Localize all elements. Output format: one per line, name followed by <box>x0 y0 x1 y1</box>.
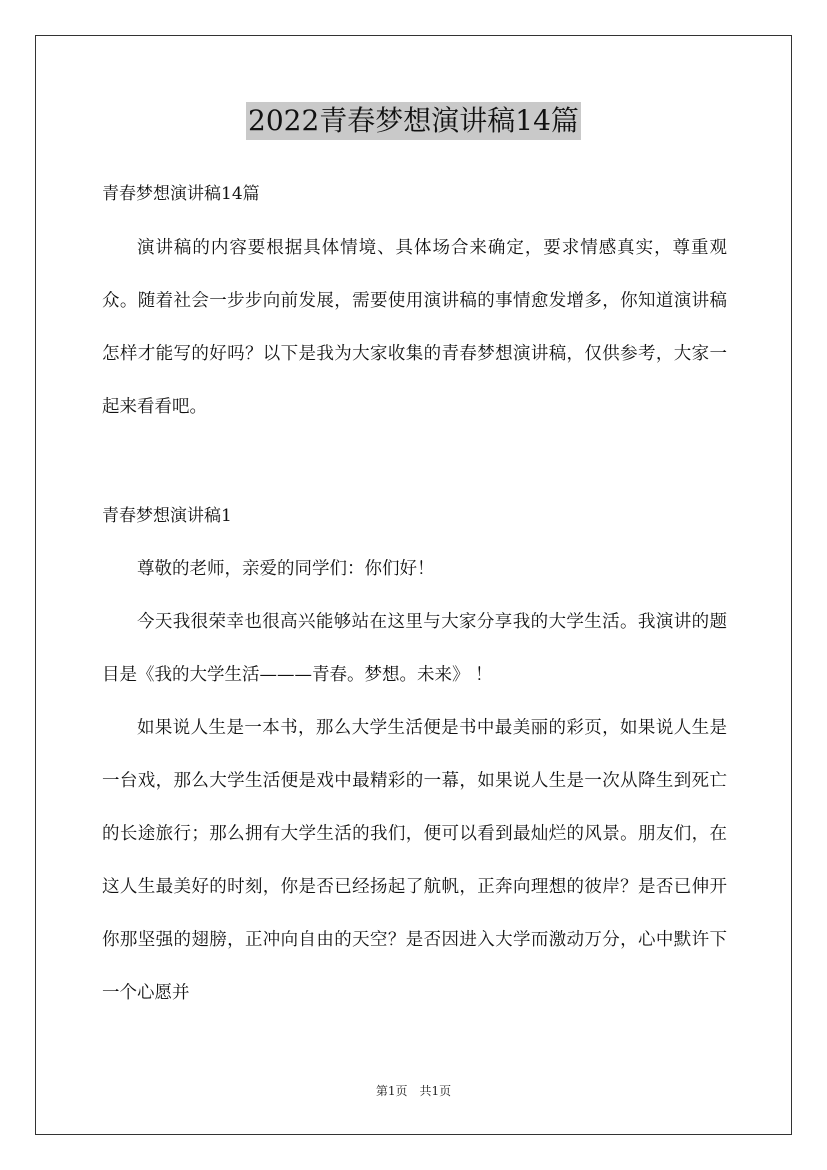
document-title <box>0 102 827 140</box>
paragraph-greeting: 尊敬的老师，亲爱的同学们：你们好！ <box>137 559 435 579</box>
section-heading: 青春梦想演讲稿1 <box>102 506 232 526</box>
document-subtitle: 青春梦想演讲稿14篇 <box>102 184 260 204</box>
page-footer <box>0 1083 827 1099</box>
page-number: 第1页 共1页 <box>375 1084 452 1098</box>
intro-paragraph: 演讲稿的内容要根据具体情境、具体场合来确定，要求情感真实，尊重观众。随着社会一步步向前发展，需要使用演讲稿的事情愈发增多，你知道演讲稿怎样才能写的好吗？以下是我为大家收集的青春梦想演讲稿，仅供参考，大家一起来看看吧。 <box>102 238 727 417</box>
paragraph-topic: 今天我很荣幸也很高兴能够站在这里与大家分享我的大学生活。我演讲的题目是《我的大学生活———青春。梦想。未来》 ！ <box>102 612 727 685</box>
document-body <box>102 172 727 1020</box>
paragraph-body: 如果说人生是一本书，那么大学生活便是书中最美丽的彩页，如果说人生是一台戏，那么大学生活便是戏中最精彩的一幕，如果说人生是一次从降生到死亡的长途旅行；那么拥有大学生活的我们，便可以看到最灿烂的风景。朋友们，在这人生最美好的时刻，你是否已经扬起了航帆，正奔向理想的彼岸？是否已伸开你那坚强的翅膀，正冲向自由的天空？是否因进入大学而激动万分，心中默许下一个心愿并 <box>102 718 727 1003</box>
section-spacer <box>102 434 727 494</box>
document-title-text: 2022青春梦想演讲稿14篇 <box>246 102 581 140</box>
